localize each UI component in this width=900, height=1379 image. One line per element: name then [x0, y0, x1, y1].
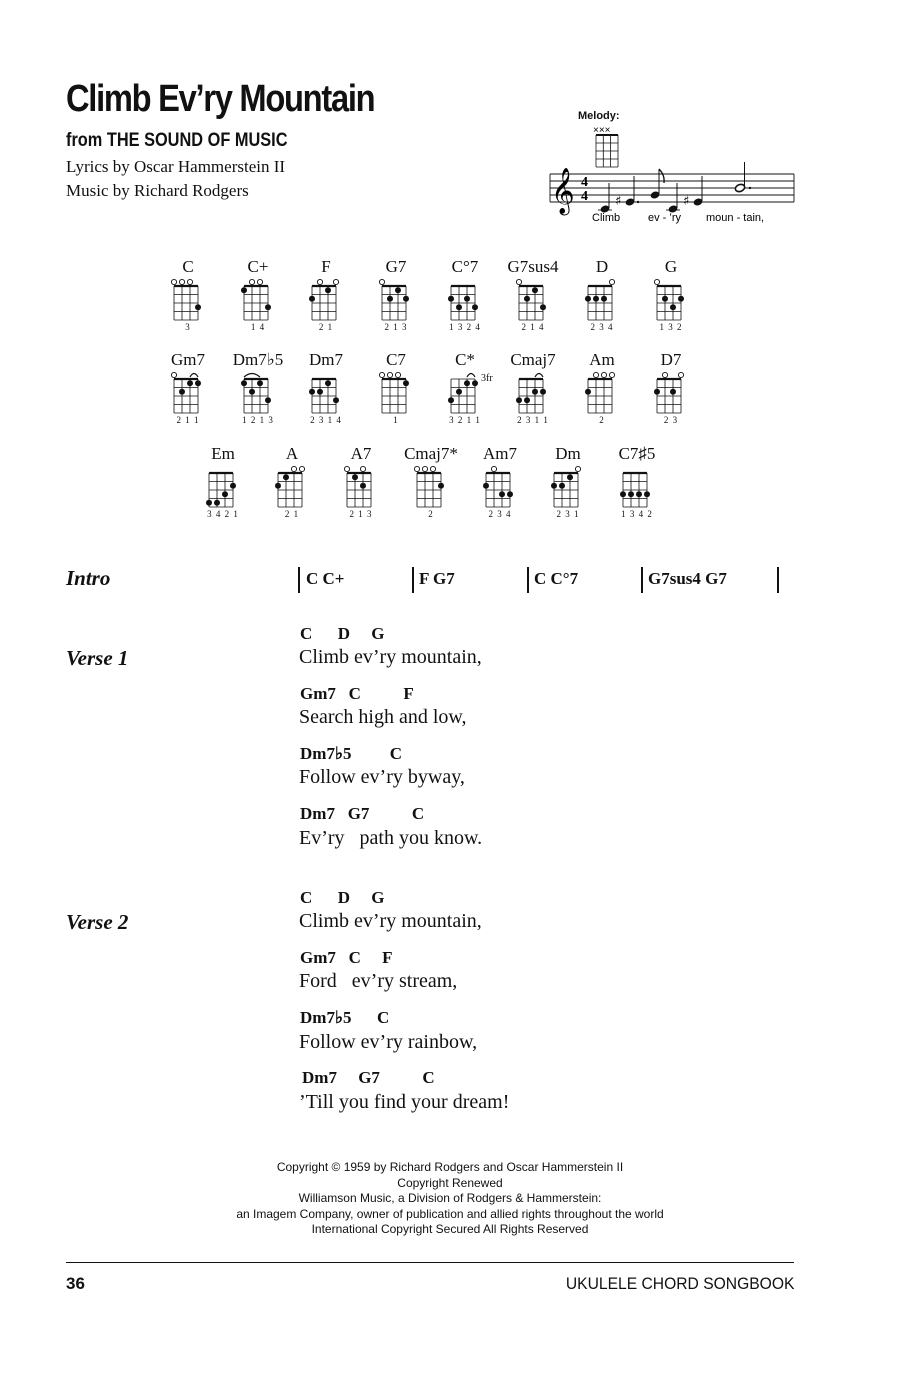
svg-text:♯: ♯ [683, 194, 690, 209]
chord-fingering: 2 3 [663, 415, 679, 425]
intro-bar-3: C C°7 [534, 569, 579, 588]
chord-fingering: 2 [428, 509, 434, 519]
chord-fingering: 1 2 1 3 [242, 415, 274, 425]
copyright-line: International Copyright Secured All Rights Reserved [311, 1222, 589, 1236]
chord-grid-icon [580, 276, 624, 322]
chord-fingering: 3 2 1 1 [449, 415, 481, 425]
lyrics-credit: Lyrics by Oscar Hammerstein II [66, 157, 286, 176]
copyright-line: an Imagem Company, owner of publication and allied rights throughout the world [236, 1206, 664, 1221]
chord-fingering: 2 1 1 [176, 415, 200, 425]
chord-name: A [285, 444, 299, 463]
verse1-lyric-4: Ev’ry path you know. [299, 827, 483, 849]
chord-grid-icon [649, 369, 693, 415]
chord-name: C* [455, 350, 475, 369]
copyright-line: Copyright © 1959 by Richard Rodgers and Oscar Hammerstein II [276, 1160, 624, 1174]
verse2-chords-1: C D G [300, 888, 385, 907]
chord-grid-icon [478, 463, 522, 509]
chord-grid-icon [511, 369, 555, 415]
chord-name: Dm [555, 444, 581, 463]
chord-name: C°7 [451, 257, 479, 276]
fret-label: 3fr [481, 373, 493, 384]
intro-bar-2: F G7 [419, 569, 455, 588]
chord-grid-icon [270, 463, 314, 509]
chord-name: G7 [385, 257, 407, 276]
chord-diagram [503, 258, 563, 332]
chord-name: D [595, 257, 609, 276]
chord-name: D7 [660, 350, 682, 369]
page-number: 36 [66, 1274, 85, 1293]
chord-fingering: 2 3 4 [488, 509, 512, 519]
barline [641, 567, 643, 593]
song-title: Climb Ev’ry Mountain [66, 78, 375, 120]
chord-grid-icon [546, 463, 590, 509]
chord-diagram [401, 445, 461, 519]
chord-diagram [331, 445, 391, 519]
verse1-label: Verse 1 [66, 646, 129, 670]
chord-grid-icon [304, 276, 348, 322]
chord-diagram [572, 258, 632, 332]
verse1-chords-2: Gm7 C F [300, 684, 414, 703]
chord-diagram [228, 258, 288, 332]
svg-text:♯: ♯ [615, 194, 622, 209]
chord-diagram [607, 445, 667, 519]
time-sig-bottom: 4 [581, 189, 588, 204]
chord-fingering: 2 [599, 415, 605, 425]
chord-grid-icon [615, 463, 659, 509]
chord-grid-icon [166, 369, 210, 415]
verse2-lyric-1: Climb ev’ry mountain, [299, 910, 482, 932]
chord-name: Dm7♭5 [232, 350, 284, 369]
treble-clef: 𝄞 [551, 168, 575, 214]
chord-grid-icon [649, 276, 693, 322]
chord-name: C+ [247, 257, 269, 276]
song-subtitle: from THE SOUND OF MUSIC [66, 130, 288, 151]
verse2-chords-2: Gm7 C F [300, 948, 393, 967]
verse1-chords-1: C D G [300, 624, 385, 643]
chord-name: Em [211, 444, 235, 463]
verse1-chords-4: Dm7 G7 C [300, 804, 425, 823]
chord-name: C7 [386, 350, 406, 369]
chord-fingering: 1 [393, 415, 399, 425]
time-sig-top: 4 [581, 175, 588, 190]
chord-fingering: 1 4 [250, 322, 266, 332]
chord-fingering: 3 4 2 1 [207, 509, 239, 519]
chord-diagram [641, 258, 701, 332]
chord-grid-icon [236, 369, 280, 415]
verse2-chords-4: Dm7 G7 C [302, 1068, 435, 1087]
chord-diagram [158, 351, 218, 425]
chord-diagram [435, 351, 495, 425]
chord-diagram [296, 351, 356, 425]
intro-bar-1: C C+ [306, 569, 345, 588]
footer-divider [66, 1262, 794, 1263]
chord-grid-icon [304, 369, 348, 415]
verse2-lyric-2: Ford ev’ry stream, [299, 970, 458, 992]
melody-lyric-3: moun - tain, [706, 212, 765, 224]
chord-diagram [503, 351, 563, 425]
melody-lyric-1: Climb [592, 212, 621, 224]
chord-fingering: 1 3 2 4 [449, 322, 481, 332]
chord-fingering: 2 1 3 [384, 322, 408, 332]
chord-fingering: 2 1 3 [349, 509, 373, 519]
chord-fingering: 2 3 1 1 [517, 415, 549, 425]
chord-diagram [366, 258, 426, 332]
chord-name: C7♯5 [618, 444, 656, 463]
chord-name: Gm7 [171, 350, 205, 369]
melody-staff [540, 122, 802, 226]
chord-grid-icon [339, 463, 383, 509]
chord-name: Am7 [483, 444, 517, 463]
verse1-lyric-1: Climb ev’ry mountain, [299, 646, 482, 668]
barline [412, 567, 414, 593]
verse1-chords-3: Dm7♭5 C [300, 744, 402, 763]
chord-name: F [321, 257, 331, 276]
copyright-line: Williamson Music, a Division of Rodgers & Hammerstein: [298, 1191, 602, 1205]
barline [527, 567, 529, 593]
chord-grid-icon [374, 369, 418, 415]
barline [298, 567, 300, 593]
chord-diagram [641, 351, 701, 425]
chord-fingering: 1 3 4 2 [621, 509, 653, 519]
music-credit: Music by Richard Rodgers [66, 181, 249, 200]
intro-bar-4: G7sus4 G7 [648, 569, 727, 588]
chord-diagram [228, 351, 288, 425]
chord-name: Cmaj7* [404, 444, 458, 463]
chord-diagram [262, 445, 322, 519]
chord-name: A7 [350, 444, 372, 463]
intro-label: Intro [66, 566, 111, 590]
chord-fingering: 1 3 2 [659, 322, 683, 332]
chord-name: Am [589, 350, 615, 369]
mute-marks: ××× [593, 125, 611, 136]
chord-fingering: 2 1 4 [521, 322, 545, 332]
chord-diagram [296, 258, 356, 332]
chord-diagram [538, 445, 598, 519]
chord-fingering: 2 3 1 4 [310, 415, 342, 425]
verse1-lyric-3: Follow ev’ry byway, [299, 766, 465, 788]
chord-fingering: 2 1 [284, 509, 300, 519]
chord-grid-icon [166, 276, 210, 322]
chord-name: Dm7 [309, 350, 343, 369]
chord-name: C [182, 257, 194, 276]
chord-grid-icon [409, 463, 453, 509]
chord-diagram [470, 445, 530, 519]
chord-fingering: 2 3 1 [556, 509, 580, 519]
copyright-notice [150, 1160, 750, 1238]
chord-name: G7sus4 [507, 257, 559, 276]
chord-diagram [158, 258, 218, 332]
barline [777, 567, 779, 593]
chord-fingering: 2 3 4 [590, 322, 614, 332]
chord-name: G [664, 257, 678, 276]
chord-grid-icon [511, 276, 555, 322]
verse2-label: Verse 2 [66, 910, 129, 934]
book-title: UKULELE CHORD SONGBOOK [565, 1274, 794, 1293]
chord-diagram [435, 258, 495, 332]
chord-name: Cmaj7 [510, 350, 556, 369]
chord-grid-icon [443, 276, 487, 322]
verse2-lyric-4: ’Till you find your dream! [299, 1091, 510, 1113]
chord-fingering: 3 [185, 322, 191, 332]
chord-fingering: 2 1 [318, 322, 334, 332]
chord-grid-icon [201, 463, 245, 509]
melody-label: Melody: [578, 110, 620, 122]
copyright-line: Copyright Renewed [397, 1175, 503, 1190]
chord-diagram [193, 445, 253, 519]
melody-lyric-2: ev - ’ry [648, 212, 681, 224]
chord-diagram [366, 351, 426, 425]
chord-grid-icon [374, 276, 418, 322]
melody-chord-grid [596, 135, 618, 167]
chord-grid-icon [580, 369, 624, 415]
verse2-lyric-3: Follow ev’ry rainbow, [299, 1031, 478, 1053]
verse1-lyric-2: Search high and low, [299, 706, 467, 728]
chord-grid-icon [236, 276, 280, 322]
verse2-chords-3: Dm7♭5 C [300, 1008, 390, 1027]
chord-diagram [572, 351, 632, 425]
